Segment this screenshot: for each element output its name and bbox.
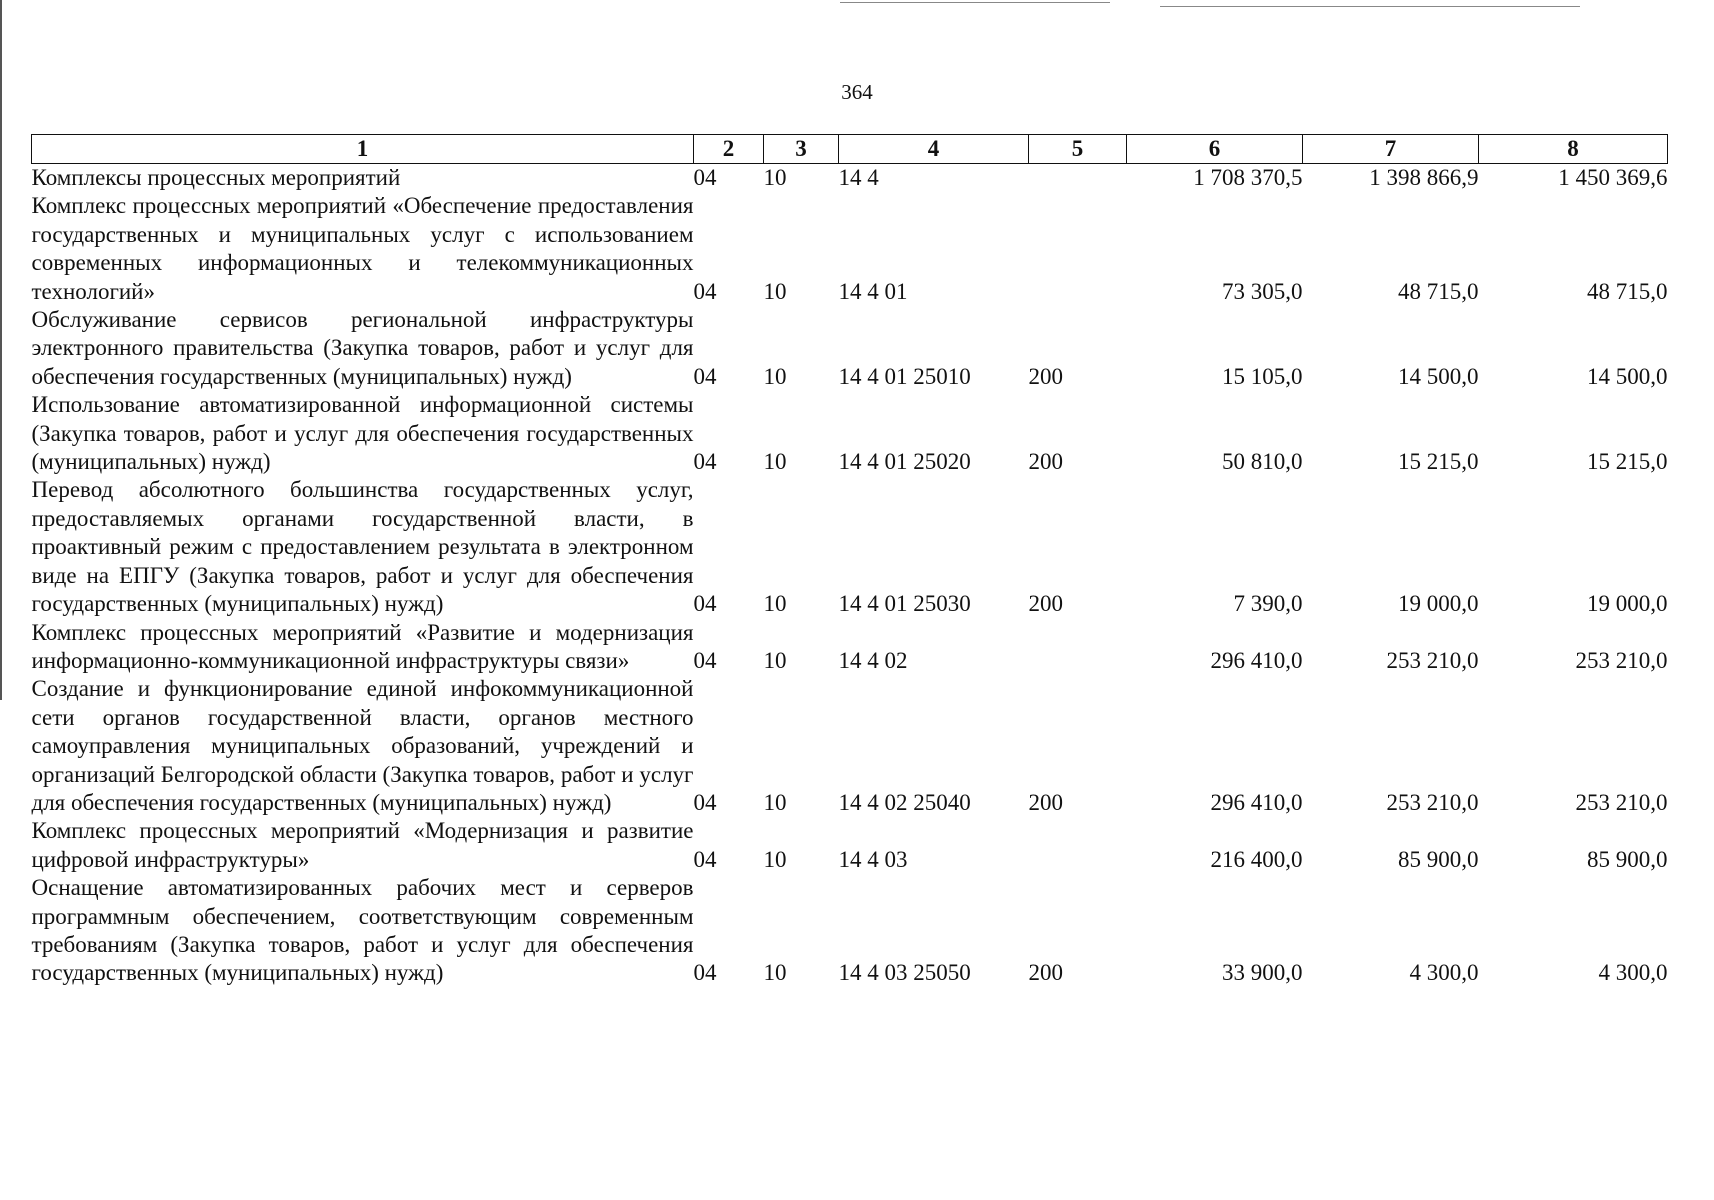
scan-top-line <box>840 2 1110 3</box>
row-expense-type: 200 <box>1028 960 1063 986</box>
row-amount-3: 15 215,0 <box>1587 449 1668 475</box>
table-row <box>32 874 1668 988</box>
row-expense-type <box>1029 164 1127 193</box>
table-row <box>32 476 1668 618</box>
row-target-article: 14 4 01 25020 <box>838 449 971 475</box>
row-name: Комплексы процессных мероприятий <box>31 165 401 190</box>
row-amount-2: 19 000,0 <box>1398 591 1479 617</box>
column-header: 5 <box>1029 135 1127 164</box>
column-header: 1 <box>32 135 694 164</box>
row-subsection: 10 <box>763 165 787 190</box>
row-amount-2: 253 210,0 <box>1386 789 1479 815</box>
column-header: 6 <box>1127 135 1303 164</box>
row-name: Комплекс процессных мероприятий «Обеспечение предоставления государственных и муниципальных услуг с использованием современных информационных и телекоммуникационных технологий» <box>31 193 694 304</box>
row-name: Оснащение автоматизированных рабочих мест и серверов программным обеспечением, соответствующим современным требованиям (Закупка товаров, работ и услуг для обеспечения государственных (муниципальных) нужд) <box>31 875 694 986</box>
row-name: Комплекс процессных мероприятий «Модернизация и развитие цифровой инфраструктуры» <box>31 818 694 872</box>
row-target-article: 14 4 02 <box>838 647 908 673</box>
row-amount-3: 253 210,0 <box>1575 647 1668 673</box>
row-amount-1: 216 400,0 <box>1210 846 1303 872</box>
row-amount-3: 48 715,0 <box>1587 278 1668 304</box>
row-target-article: 14 4 03 25050 <box>838 960 971 986</box>
table-row <box>32 675 1668 817</box>
row-expense-type: 200 <box>1028 363 1063 389</box>
row-amount-2: 14 500,0 <box>1398 363 1479 389</box>
row-expense-type: 200 <box>1028 449 1063 475</box>
row-amount-2: 85 900,0 <box>1398 846 1479 872</box>
row-amount-2: 4 300,0 <box>1409 960 1479 986</box>
row-amount-1: 73 305,0 <box>1222 278 1303 304</box>
row-target-article: 14 4 01 25010 <box>838 363 971 389</box>
row-expense-type <box>1029 619 1127 676</box>
row-name: Перевод абсолютного большинства государственных услуг, предоставляемых органами государственной власти, в проактивный режим с предоставлением результата в электронном виде на ЕПГУ (Закупка товаров, работ и услуг для обеспечения государственных (муниципальных) нужд) <box>31 477 694 617</box>
column-header: 8 <box>1479 135 1668 164</box>
column-header: 4 <box>839 135 1029 164</box>
table-header-row <box>32 135 1668 164</box>
table-row <box>32 306 1668 391</box>
row-subsection: 10 <box>763 278 787 304</box>
row-amount-3: 14 500,0 <box>1587 363 1668 389</box>
row-amount-3: 253 210,0 <box>1575 789 1668 815</box>
table-row <box>32 817 1668 874</box>
row-amount-3: 19 000,0 <box>1587 591 1668 617</box>
budget-table <box>31 134 1668 988</box>
row-section: 04 <box>693 789 717 815</box>
table-row <box>32 619 1668 676</box>
row-amount-1: 1 708 370,5 <box>1193 165 1303 190</box>
scan-left-edge <box>0 0 2 700</box>
row-name: Создание и функционирование единой инфокоммуникационной сети органов государственной власти, органов местного самоуправления муниципальных образований, учреждений и организаций Белгородской области (Закупка товаров, работ и услуг для обеспечения государственных (муниципальных) нужд) <box>31 676 694 815</box>
row-name: Комплекс процессных мероприятий «Развитие и модернизация информационно-коммуникационной инфраструктуры связи» <box>31 619 694 673</box>
row-section: 04 <box>693 165 717 190</box>
row-subsection: 10 <box>763 789 787 815</box>
row-amount-1: 296 410,0 <box>1210 647 1303 673</box>
row-subsection: 10 <box>763 591 787 617</box>
row-amount-1: 15 105,0 <box>1222 363 1303 389</box>
row-section: 04 <box>693 647 717 673</box>
row-expense-type: 200 <box>1028 789 1063 815</box>
row-amount-2: 1 398 866,9 <box>1369 165 1479 190</box>
row-section: 04 <box>693 449 717 475</box>
row-amount-1: 33 900,0 <box>1222 960 1303 986</box>
row-section: 04 <box>693 960 717 986</box>
column-header: 3 <box>764 135 839 164</box>
row-section: 04 <box>693 363 717 389</box>
row-expense-type <box>1029 817 1127 874</box>
row-subsection: 10 <box>763 647 787 673</box>
row-amount-3: 4 300,0 <box>1598 960 1668 986</box>
row-name: Обслуживание сервисов региональной инфраструктуры электронного правительства (Закупка товаров, работ и услуг для обеспечения государственных (муниципальных) нужд) <box>31 307 694 389</box>
row-amount-2: 253 210,0 <box>1386 647 1479 673</box>
row-amount-2: 15 215,0 <box>1398 449 1479 475</box>
row-amount-1: 50 810,0 <box>1222 449 1303 475</box>
column-header: 7 <box>1303 135 1479 164</box>
scan-top-line <box>1160 6 1580 7</box>
table-row <box>32 192 1668 306</box>
table-row <box>32 391 1668 476</box>
row-subsection: 10 <box>763 960 787 986</box>
row-target-article: 14 4 <box>838 165 879 190</box>
row-subsection: 10 <box>763 449 787 475</box>
row-expense-type <box>1029 192 1127 306</box>
row-target-article: 14 4 03 <box>838 846 908 872</box>
row-target-article: 14 4 01 <box>838 278 908 304</box>
page-number: 364 <box>841 80 873 104</box>
row-amount-1: 7 390,0 <box>1233 591 1303 617</box>
row-target-article: 14 4 01 25030 <box>838 591 971 617</box>
row-section: 04 <box>693 278 717 304</box>
row-name: Использование автоматизированной информационной системы (Закупка товаров, работ и услуг для обеспечения государственных (муниципальных) нужд) <box>31 392 694 475</box>
row-section: 04 <box>693 846 717 872</box>
row-section: 04 <box>693 591 717 617</box>
table-row <box>32 164 1668 193</box>
row-target-article: 14 4 02 25040 <box>838 789 971 815</box>
row-amount-3: 1 450 369,6 <box>1558 165 1668 190</box>
column-header: 2 <box>694 135 764 164</box>
row-amount-2: 48 715,0 <box>1398 278 1479 304</box>
row-expense-type: 200 <box>1028 591 1063 617</box>
row-subsection: 10 <box>763 846 787 872</box>
row-subsection: 10 <box>763 363 787 389</box>
row-amount-3: 85 900,0 <box>1587 846 1668 872</box>
row-amount-1: 296 410,0 <box>1210 789 1303 815</box>
